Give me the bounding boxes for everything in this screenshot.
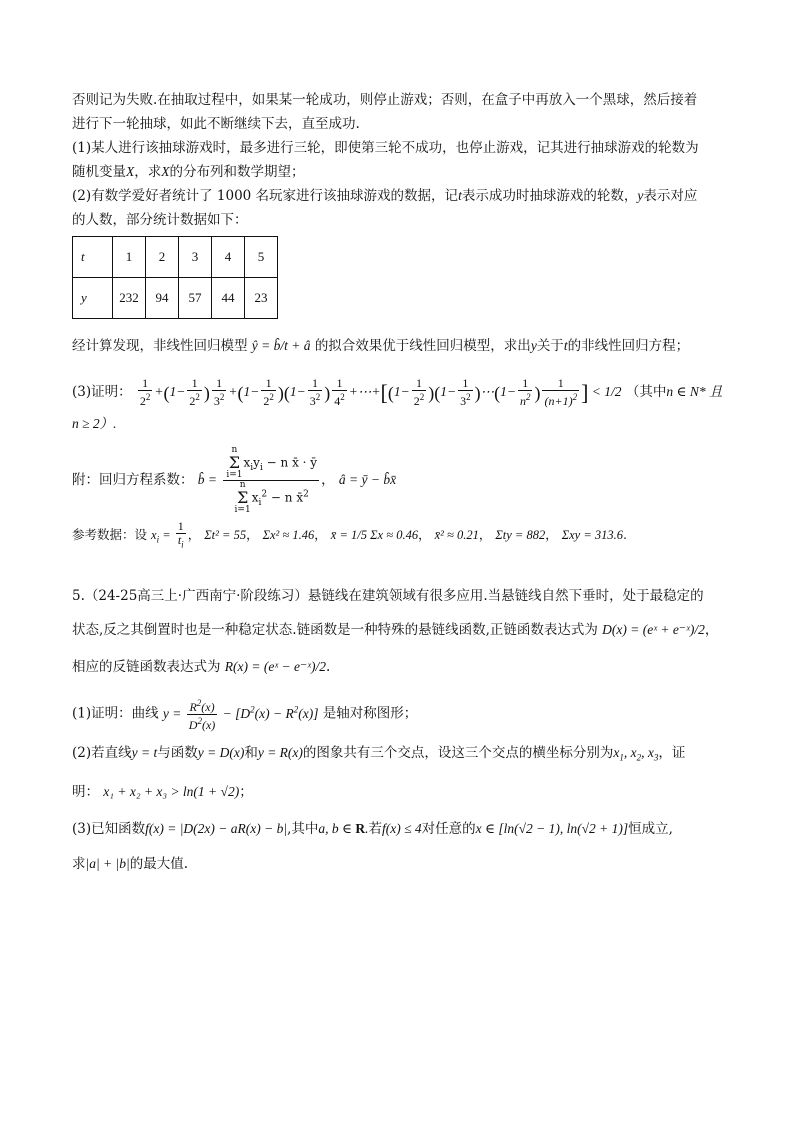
- problem5-line-2: 状态,反之其倒置时也是一种稳定状态.链函数是一种特殊的悬链线函数,正链函数表达式为 D(x) = (eˣ + e⁻ˣ)/2，: [72, 622, 719, 639]
- q1-line-2: 随机变量X，求X的分布列和数学期望；: [72, 164, 305, 180]
- q2-model-line: 经计算发现，非线性回归模型 ŷ = b̂/t + â 的拟合效果优于线性回归模型，求出y关于t的非线性回归方程；: [72, 338, 690, 354]
- q1-line-1: (1)某人进行该抽球游戏时，最多进行三轮，即使第三轮不成功，也停止游戏，记其进行抽球游戏的轮数为: [72, 140, 699, 156]
- problem5-q3-line-1: (3)已知函数f(x) = |D(2x) − aR(x) − b|,其中a, b ∈ R.若f(x) ≤ 4对任意的x ∈ [ln(√2 − 1), ln(√2 + 1)]恒成立,: [72, 820, 673, 837]
- q3-line-2: n ≥ 2）.: [72, 415, 117, 431]
- problem5-line-1: 5.（24-25高三上·广西南宁·阶段练习）悬链线在建筑领域有很多应用.当悬链线自然下垂时，处于最稳定的: [72, 588, 704, 605]
- appendix-line: 附：回归方程系数： b̂ = n Σ $i=1x_iy_i - n$ x̄ · ȳ n Σ $i=1x_i^2 - n$ x̄$^2$ ， â = ȳ − b̂x̄: [72, 444, 397, 515]
- reference-line: 参考数据：设 $x_i$ = $\frac{1}{t_i}$ ， Σt² = 55， Σx² ≈ 1.46， x̄ = 1/5 Σx ≈ 0.46， x̄² ≈ 0.21， Σty = 882， Σxy = 313.6.: [72, 519, 628, 550]
- table-row-y: y 232 94 57 44 23: [73, 278, 278, 319]
- problem5-q2-line-2: 明： x₁ + x₂ + x₃ > ln(1 + √2)；: [72, 783, 253, 800]
- problem5-q1: (1)证明：曲线 y = $\frac{R^2(x)}{D^2(x)}$ − $[D^2(x) - R^2(x)]$ 是轴对称图形；: [72, 698, 418, 733]
- problem5-line-3: 相应的反链函数表达式为 R(x) = (eˣ − e⁻ˣ)/2.: [72, 659, 331, 676]
- q3-series: $\frac{1}{2^2}$ +(1− $\frac{1}{2^2}$ ) $\frac{1}{3^2}$ +(1− $\frac{1}{2^2}$ )(1− $\frac{1}{3^2}$ ) $\frac{1}{4^2}$ +⋯+[(1− $\frac{1}{2^2}$ )(1− $\frac{1}{3^2}$ )⋯(1− $\frac{1}{n^2}$ ) $\frac{1}{(n+1)^2}$ ]: [139, 376, 589, 409]
- table-row-t: t 1 2 3 4 5: [73, 237, 278, 278]
- problem5-q2-line-1: (2)若直线y = t与函数y = D(x)和y = R(x)的图象共有三个交点，设这三个交点的横坐标分别为$x_1$, $x_2$, $x_3$，证: [72, 744, 686, 763]
- document-page: [72, 88, 722, 879]
- statistics-table: [72, 236, 278, 319]
- q2-line-1: (2)有数学爱好者统计了 1000 名玩家进行该抽球游戏的数据，记t表示成功时抽球游戏的轮数，y表示对应: [72, 188, 698, 204]
- q3-line-1: (3)证明： $\frac{1}{2^2}$ +(1− $\frac{1}{2^2}$ ) $\frac{1}{3^2}$ +(1− $\frac{1}{2^2}$ )(1− $\frac{1}{3^2}$ ) $\frac{1}{4^2}$ +⋯+[(1− $\frac{1}{2^2}$ )(1− $\frac{1}{3^2}$ )⋯(1− $\frac{1}{n^2}$ ) $\frac{1}{(n+1)^2}$ ] < 1/2 （其中n ∈ N* 且: [72, 376, 723, 409]
- intro-line-2: 进行下一轮抽球，如此不断继续下去，直至成功.: [72, 116, 360, 132]
- model-formula: ŷ = b̂/t + â: [251, 338, 311, 353]
- b-hat-formula: n Σ $i=1x_iy_i - n$ x̄ · ȳ n Σ $i=1x_i^2 - n$ x̄$^2$: [223, 446, 319, 515]
- q2-line-2: 的人数，部分统计数据如下：: [72, 212, 248, 228]
- intro-line-1: 否则记为失败.在抽取过程中，如果某一轮成功，则停止游戏；否则，在盒子中再放入一个黑球，然后接着: [72, 92, 698, 108]
- problem5-q3-line-2: 求|a| + |b|的最大值.: [72, 855, 189, 872]
